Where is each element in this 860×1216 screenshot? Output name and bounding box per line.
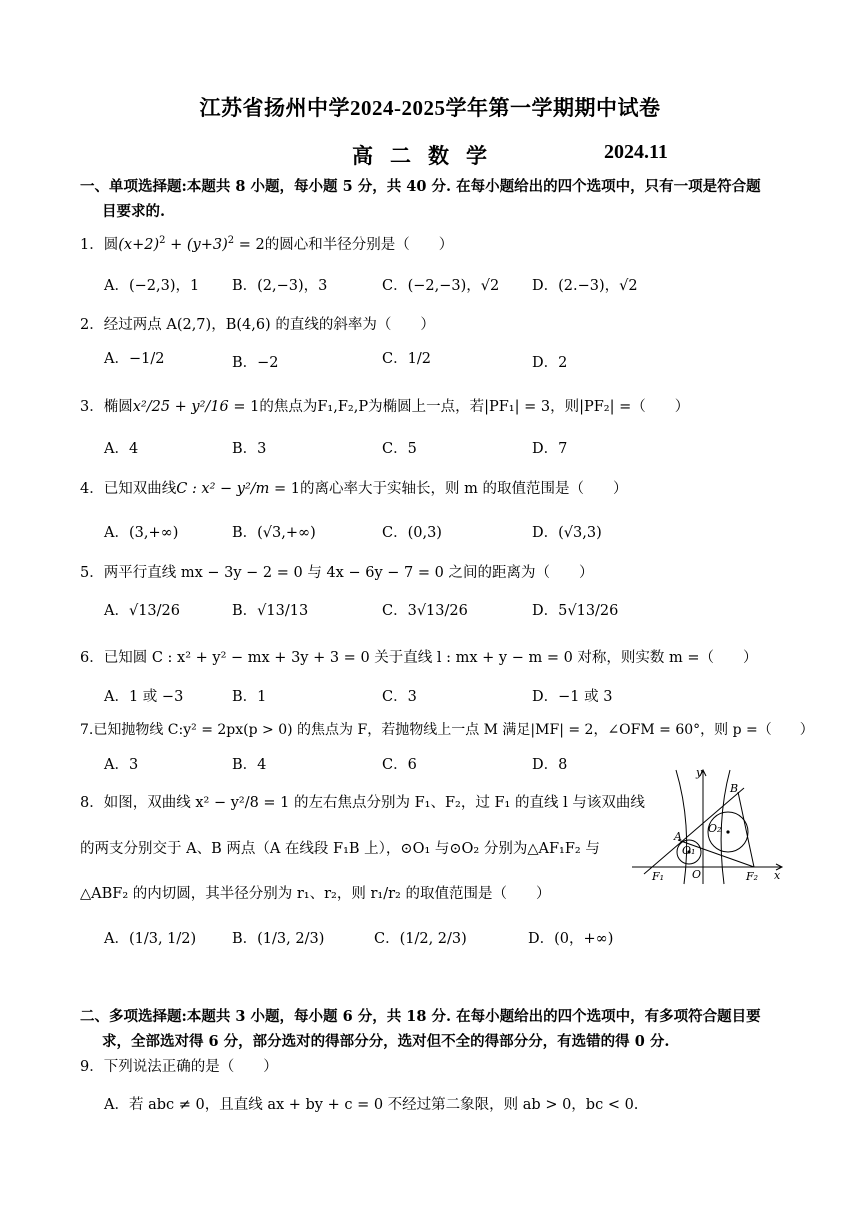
- section-two-line1: 二、多项选择题:本题共 3 小题，每小题 6 分，共 18 分. 在每小题给出的四个选项中，有多项符合题目要: [80, 1008, 761, 1025]
- q8-option-c: C．(1/2, 2/3): [374, 931, 467, 947]
- q4-option-a: A．(3,+∞): [104, 525, 179, 541]
- q2-stem: 经过两点 A(2,7)，B(4,6) 的直线的斜率为（ ）: [103, 317, 435, 333]
- q3-option-a: A．4: [104, 441, 139, 457]
- label-y: y: [696, 766, 703, 779]
- label-o2: O₂: [708, 822, 722, 835]
- question-4: [80, 478, 628, 500]
- q8-option-d: D．(0，+∞): [528, 931, 614, 947]
- q4-stem-post: 的离心率大于实轴长，则 m 的取值范围是（ ）: [300, 481, 628, 497]
- q4-option-c: C．(0,3): [382, 525, 442, 541]
- q4-option-b: B．(√3,+∞): [232, 525, 316, 541]
- q6-option-d: D．−1 或 3: [532, 689, 613, 705]
- q2-option-d: D．2: [532, 355, 568, 371]
- q8-number: 8．: [80, 795, 104, 811]
- q1-stem-pre: 圆: [103, 236, 119, 253]
- label-f1: F₁: [652, 870, 665, 883]
- q6-number: 6．: [80, 650, 104, 666]
- question-7: [80, 719, 814, 741]
- label-x: x: [774, 869, 781, 882]
- q9-stem: 下列说法正确的是（ ）: [103, 1059, 278, 1075]
- question-8-line1: [80, 792, 645, 814]
- question-1: [80, 230, 453, 256]
- q8-stem-line1: 如图，双曲线 x² − y²/8 = 1 的左右焦点分别为 F₁、F₂，过 F₁ 的直线 l 与该双曲线: [103, 795, 645, 811]
- q2-number: 2．: [80, 317, 104, 333]
- q1-number: 1．: [80, 236, 104, 253]
- q2-option-c: C．1/2: [382, 351, 431, 367]
- section-one-line2: 目要求的.: [102, 203, 166, 220]
- q1-option-d: D．(2.−3)，√2: [532, 278, 638, 294]
- q4-hyperbola-equation: C : x² − y²/m = 1: [176, 481, 301, 497]
- q3-option-b: B．3: [232, 441, 267, 457]
- q6-option-c: C．3: [382, 689, 417, 705]
- subject-title: 高二数学: [352, 143, 504, 168]
- label-origin: O: [692, 868, 702, 881]
- q7-option-a: A．3: [104, 757, 139, 773]
- q1-option-a: A．(−2,3)，1: [104, 278, 200, 294]
- hyperbola-figure: [632, 764, 784, 886]
- q5-option-d: D．5√13/26: [532, 603, 619, 619]
- section-one-line1: 一、单项选择题:本题共 8 小题，每小题 5 分，共 40 分. 在每小题给出的四个选项中，只有一项是符合题: [80, 178, 761, 195]
- q6-option-a: A．1 或 −3: [104, 689, 184, 705]
- q3-stem-pre: 椭圆: [103, 399, 133, 415]
- question-9: [80, 1056, 278, 1078]
- question-3: [80, 396, 689, 418]
- section-one-heading: [80, 174, 785, 224]
- exam-title: 江苏省扬州中学2024-2025学年第一学期期中试卷: [199, 96, 661, 120]
- question-6: [80, 647, 758, 669]
- q9-option-a: A．若 abc ≠ 0，且直线 ax + by + c = 0 不经过第二象限，则 ab > 0，bc < 0.: [104, 1097, 639, 1113]
- q7-option-d: D．8: [532, 757, 568, 773]
- q1-option-b: B．(2,−3)，3: [232, 278, 328, 294]
- exam-date: 2024.11: [604, 141, 668, 163]
- q7-option-c: C．6: [382, 757, 417, 773]
- q7-stem: 已知抛物线 C:y² = 2px(p > 0) 的焦点为 F，若抛物线上一点 M 满足|MF| = 2，∠OFM = 60°，则 p =（ ）: [93, 722, 814, 738]
- question-2: [80, 314, 435, 336]
- section-two-line2: 求，全部选对得 6 分，部分选对的得部分分，选对但不全的得部分分，有选错的得 0 分.: [102, 1033, 670, 1050]
- q1-stem-post: 的圆心和半径分别是（ ）: [264, 236, 454, 253]
- q8-stem-line2: 的两支分别交于 A、B 两点（A 在线段 F₁B 上），⊙O₁ 与⊙O₂ 分别为△AF₁F₂ 与: [80, 841, 600, 857]
- q2-option-a: A．−1/2: [104, 351, 165, 367]
- q8-option-b: B．(1/3, 2/3): [232, 931, 325, 947]
- label-f2: F₂: [746, 870, 759, 883]
- q8-option-a: A．(1/3, 1/2): [104, 931, 197, 947]
- label-o1: O₁: [682, 844, 696, 857]
- q6-stem: 已知圆 C : x² + y² − mx + 3y + 3 = 0 关于直线 l : mx + y − m = 0 对称，则实数 m =（ ）: [103, 650, 758, 666]
- q5-stem: 两平行直线 mx − 3y − 2 = 0 与 4x − 6y − 7 = 0 之间的距离为（ ）: [103, 565, 594, 581]
- question-5: [80, 562, 593, 584]
- q6-option-b: B．1: [232, 689, 267, 705]
- q5-option-b: B．√13/13: [232, 603, 309, 619]
- label-b: B: [730, 782, 739, 795]
- q4-number: 4．: [80, 481, 104, 497]
- q3-option-d: D．7: [532, 441, 568, 457]
- q3-option-c: C．5: [382, 441, 417, 457]
- q3-number: 3．: [80, 399, 104, 415]
- q5-option-c: C．3√13/26: [382, 603, 468, 619]
- q1-option-c: C．(−2,−3)，√2: [382, 278, 500, 294]
- q3-ellipse-equation: x²/25 + y²/16 = 1: [132, 399, 260, 415]
- q4-stem-pre: 已知双曲线: [103, 481, 177, 497]
- q3-stem-post: 的焦点为F₁,F₂,P为椭圆上一点，若|PF₁| = 3，则|PF₂| =（ ）: [259, 399, 690, 415]
- q1-equation: $(x+2)^2 + (y+3)^2 = 2$: [118, 235, 265, 253]
- q4-option-d: D．(√3,3): [532, 525, 602, 541]
- q7-number: 7.: [80, 722, 94, 738]
- q5-number: 5．: [80, 565, 104, 581]
- section-two-heading: [80, 1004, 785, 1054]
- segment-bf2: [738, 792, 754, 867]
- q7-option-b: B．4: [232, 757, 267, 773]
- q9-number: 9．: [80, 1059, 104, 1075]
- q5-option-a: A．√13/26: [104, 603, 180, 619]
- label-a: A: [674, 830, 682, 843]
- q8-stem-line3: △ABF₂ 的内切圆，其半径分别为 r₁、r₂，则 r₁/r₂ 的取值范围是（ ）: [80, 886, 551, 902]
- center-o2: [726, 830, 729, 833]
- q2-option-b: B．−2: [232, 355, 279, 371]
